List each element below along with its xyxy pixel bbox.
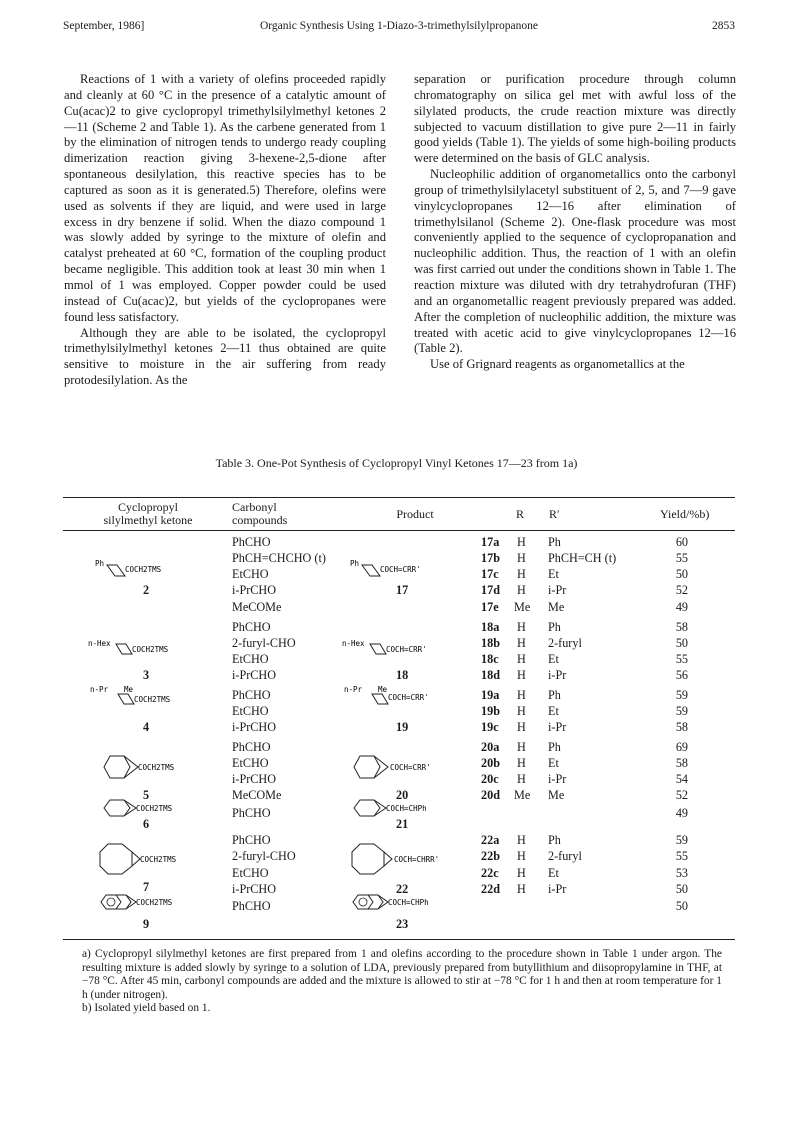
yield-cell: 53 (675, 866, 688, 880)
r-prime-cell: Ph (548, 688, 561, 702)
acyl-label: COCH=CRR' (390, 763, 431, 772)
product-id: 17d (481, 583, 500, 597)
carbonyl-cell: PhCHO (232, 899, 271, 913)
acyl-label: COCH=CHRR' (394, 855, 440, 864)
carbonyl-cell: PhCHO (232, 806, 271, 820)
r-prime-cell: i-Pr (548, 583, 567, 597)
carbonyl-cell: i-PrCHO (232, 720, 277, 734)
paragraph: Nucleophilic addition of organometallics onto the carbonyl group of trimethylsilylacetyl substituent of 2, 5, and 7—9 gave vinylcyclopropanes 12—16 after elimination of trimethylsilanol (Scheme 2). One-flask procedure was most conveniently applied to the sequence of cyclopropanation and nucleophilic addition. Thus, the reaction of 1 with an olefin was first carried out under the conditions shown in Table 1. The reaction mixture was diluted with dry tetrahydrofuran (THF) and an organometallic reagent previously prepared was added. After the completion of nucleophilic addition, the mixture was treated with acetic acid to give vinylcyclopropanes 12—16 (Table 2). (414, 167, 736, 356)
page-number: 2853 (712, 20, 735, 32)
r-prime-cell: Me (548, 788, 565, 802)
ketone-number: 4 (143, 720, 150, 734)
carbonyl-cell: MeCOMe (232, 788, 282, 802)
product-id: 19a (481, 688, 500, 702)
r-prime-cell: Et (548, 704, 559, 718)
product-number: 22 (396, 882, 409, 896)
col-header-r-prime: R′ (549, 507, 560, 521)
substituent-label: n-Pr (90, 685, 109, 694)
r-prime-cell: Ph (548, 833, 561, 847)
right-column (414, 72, 736, 373)
ketone-number: 3 (143, 668, 150, 682)
header-title: Organic Synthesis Using 1-Diazo-3-trimethylsilylpropanone (260, 20, 538, 32)
r-cell: H (517, 688, 526, 702)
yield-cell: 52 (675, 583, 688, 597)
acyl-label: COCH=CRR' (380, 565, 421, 574)
yield-cell: 60 (675, 535, 688, 549)
r-prime-cell: Et (548, 567, 559, 581)
r-prime-cell: PhCH=CH (t) (548, 551, 617, 565)
yield-cell: 69 (675, 740, 688, 754)
carbonyl-cell: PhCHO (232, 740, 271, 754)
product-id: 18d (481, 668, 500, 682)
r-prime-cell: i-Pr (548, 772, 567, 786)
substituent-label: Ph (95, 559, 105, 568)
product-number: 17 (396, 583, 409, 597)
paragraph: Use of Grignard reagents as organometallics at the (430, 357, 685, 372)
yield-cell: 58 (675, 620, 688, 634)
acyl-label: COCH2TMS (138, 763, 175, 772)
col-header-ketone: Cyclopropyl silylmethyl ketone (103, 500, 193, 527)
r-prime-cell: i-Pr (548, 720, 567, 734)
table-footnotes (82, 948, 722, 1016)
r-prime-cell: i-Pr (548, 668, 567, 682)
carbonyl-cell: EtCHO (232, 652, 269, 666)
product-21-structure (350, 798, 480, 820)
product-number: 20 (396, 788, 409, 802)
carbonyl-cell: i-PrCHO (232, 772, 277, 786)
product-19-structure (344, 684, 474, 716)
yield-cell: 55 (675, 551, 688, 565)
product-id: 22b (481, 849, 500, 863)
yield-cell: 59 (675, 688, 688, 702)
carbonyl-cell: EtCHO (232, 567, 269, 581)
acyl-label: COCH=CHPh (386, 804, 427, 813)
ketone-2-structure (95, 558, 215, 582)
acyl-label: COCH2TMS (134, 695, 171, 704)
paragraph: Although they are able to be isolated, the cyclopropyl trimethylsilylmethyl ketones 2—11 thus obtained are quite sensitive to moisture in the air suffering from ready protodesilylation. As the (64, 325, 386, 388)
r-prime-cell: Et (548, 652, 559, 666)
substituent-label: Ph (350, 559, 360, 568)
ketone-6-structure (100, 798, 230, 820)
methyl-label: Me (378, 685, 388, 694)
r-prime-cell: 2-furyl (548, 849, 582, 863)
carbonyl-cell: MeCOMe (232, 600, 282, 614)
r-cell: H (517, 720, 526, 734)
r-cell: H (517, 756, 526, 770)
product-id: 20c (481, 772, 499, 786)
product-id: 17a (481, 535, 500, 549)
r-prime-cell: Ph (548, 535, 561, 549)
carbonyl-cell: EtCHO (232, 704, 269, 718)
yield-cell: 58 (675, 720, 688, 734)
r-cell: H (517, 849, 526, 863)
product-id: 17e (481, 600, 499, 614)
carbonyl-cell: i-PrCHO (232, 583, 277, 597)
r-cell: H (517, 636, 526, 650)
yield-cell: 49 (675, 600, 688, 614)
product-id: 19c (481, 720, 499, 734)
ketone-9-structure (100, 893, 230, 919)
table-top-rule (63, 497, 735, 498)
yield-cell: 52 (675, 788, 688, 802)
methyl-label: Me (124, 685, 134, 694)
product-23-structure (352, 893, 482, 919)
product-id: 18c (481, 652, 499, 666)
product-id: 18b (481, 636, 500, 650)
product-id: 19b (481, 704, 500, 718)
table-caption: Table 3. One-Pot Synthesis of Cyclopropyl Vinyl Ketones 17—23 from 1a) (215, 456, 578, 470)
product-22-structure (350, 840, 490, 880)
r-cell: H (517, 668, 526, 682)
yield-cell: 49 (675, 806, 688, 820)
product-id: 17b (481, 551, 500, 565)
ketone-number: 2 (143, 583, 150, 597)
product-id: 17c (481, 567, 499, 581)
acyl-label: COCH2TMS (136, 898, 173, 907)
r-prime-cell: 2-furyl (548, 636, 582, 650)
r-cell: H (517, 535, 526, 549)
product-id: 22d (481, 882, 500, 896)
product-number: 18 (396, 668, 409, 682)
paragraph: Reactions of 1 with a variety of olefins proceeded rapidly and cleanly at 60 °C in the presence of a catalytic amount of Cu(acac)2 to give cyclopropyl trimethylsilylmethyl ketones 2—11 (Scheme 2 and Table 1). As the carbene generated from 1 by the elimination of nitrogen tends to undergo ready coupling dimerization reaction giving 3-hexene-2,5-dione after spontaneous desilylation, this reactive species has to be captured as soon as it is generated.5) Therefore, olefins were used as solvents if they are liquid, and were used in large excess in dry benzene if solid. When the diazo compound 1 was slowly added by syringe to the mixture of olefin and catalyst preheated at 60 °C, formation of the coupling product became negligible. This addition took at least 30 min when 1 mmol of 1 was employed. Copper powder could be used instead of Cu(acac)2, but yields of the cyclopropanes were found less satisfactory. (64, 72, 386, 324)
acyl-label: COCH2TMS (140, 855, 177, 864)
r-cell: H (517, 882, 526, 896)
carbonyl-cell: i-PrCHO (232, 882, 277, 896)
acyl-label: COCH2TMS (132, 645, 169, 654)
r-prime-cell: Et (548, 866, 559, 880)
yield-cell: 50 (675, 899, 688, 913)
r-cell: Me (514, 788, 531, 802)
yield-cell: 50 (675, 882, 688, 896)
ketone-3-structure (88, 638, 218, 662)
r-prime-cell: Me (548, 600, 565, 614)
carbonyl-cell: PhCHO (232, 620, 271, 634)
substituent-label: n-Hex (342, 639, 365, 648)
product-id: 18a (481, 620, 500, 634)
carbonyl-cell: PhCH=CHCHO (t) (232, 551, 326, 565)
product-number: 23 (396, 917, 409, 931)
product-id: 22c (481, 866, 499, 880)
col-header-product: Product (396, 507, 434, 521)
r-cell: H (517, 551, 526, 565)
acyl-label: COCH2TMS (125, 565, 162, 574)
r-prime-cell: Ph (548, 620, 561, 634)
carbonyl-cell: 2-furyl-CHO (232, 849, 296, 863)
carbonyl-cell: PhCHO (232, 688, 271, 702)
footnote-b: b) Isolated yield based on 1. (82, 1002, 211, 1015)
substituent-label: n-Hex (88, 639, 111, 648)
r-cell: H (517, 704, 526, 718)
r-prime-cell: Ph (548, 740, 561, 754)
ketone-number: 6 (143, 817, 150, 831)
r-cell: H (517, 583, 526, 597)
product-17-structure (350, 558, 470, 582)
carbonyl-cell: 2-furyl-CHO (232, 636, 296, 650)
paragraph: separation or purification procedure through column chromatography on silica gel met with awful loss of the silylated products, the crude reaction mixture was directly subjected to vacuum distillation to give pure 2—11 in fairly good yields (Table 1). The yields of some high-boiling products were determined on the basis of GLC analysis. (414, 72, 736, 166)
acyl-label: COCH=CRR' (386, 645, 427, 654)
yield-cell: 59 (675, 833, 688, 847)
col-header-carbonyl: Carbonyl compounds (232, 500, 288, 527)
r-cell: H (517, 833, 526, 847)
left-column (64, 72, 386, 389)
running-header (63, 20, 735, 36)
r-cell: H (517, 772, 526, 786)
yield-cell: 56 (675, 668, 688, 682)
product-number: 21 (396, 817, 409, 831)
ketone-number: 7 (143, 880, 150, 894)
yield-cell: 55 (675, 652, 688, 666)
yield-cell: 50 (675, 567, 688, 581)
r-cell: H (517, 620, 526, 634)
ketone-5-structure (100, 752, 230, 786)
col-header-r: R (516, 507, 525, 521)
r-prime-cell: i-Pr (548, 882, 567, 896)
acyl-label: COCH=CHPh (388, 898, 429, 907)
header-date: September, 1986] (63, 20, 145, 32)
carbonyl-cell: PhCHO (232, 535, 271, 549)
acyl-label: COCH2TMS (136, 804, 173, 813)
acyl-label: COCH=CRR' (388, 693, 429, 702)
ketone-4-structure (90, 684, 220, 716)
carbonyl-cell: EtCHO (232, 866, 269, 880)
r-cell: H (517, 740, 526, 754)
table-bottom-rule (63, 939, 735, 940)
r-cell: H (517, 652, 526, 666)
table-header-rule (63, 530, 735, 531)
r-cell: H (517, 567, 526, 581)
yield-cell: 50 (675, 636, 688, 650)
product-id: 20b (481, 756, 500, 770)
carbonyl-cell: PhCHO (232, 833, 271, 847)
ketone-number: 9 (143, 917, 150, 931)
product-id: 20a (481, 740, 500, 754)
carbonyl-cell: EtCHO (232, 756, 269, 770)
product-id: 20d (481, 788, 500, 802)
substituent-label: n-Pr (344, 685, 363, 694)
r-prime-cell: Et (548, 756, 559, 770)
yield-cell: 55 (675, 849, 688, 863)
carbonyl-cell: i-PrCHO (232, 668, 277, 682)
product-id: 22a (481, 833, 500, 847)
ketone-number: 5 (143, 788, 150, 802)
product-18-structure (342, 638, 472, 662)
r-cell: Me (514, 600, 531, 614)
col-header-yield: Yield/%b) (660, 507, 710, 521)
product-20-structure (350, 752, 480, 786)
yield-cell: 59 (675, 704, 688, 718)
ketone-7-structure (98, 840, 238, 880)
yield-cell: 58 (675, 756, 688, 770)
yield-cell: 54 (675, 772, 688, 786)
product-number: 19 (396, 720, 409, 734)
footnote-a: a) Cyclopropyl silylmethyl ketones are first prepared from 1 and olefins according to the procedure shown in Table 1 under argon. The resulting mixture is added slowly by syringe to a solution of LDA, previously prepared from butyllithium and diisopropylamine in THF, at −78 °C. After 45 min, carbonyl compounds are added and the mixture is allowed to stir at −78 °C for 1 h and then at room temperature for 1 h (under nitrogen). (82, 948, 722, 1001)
r-cell: H (517, 866, 526, 880)
